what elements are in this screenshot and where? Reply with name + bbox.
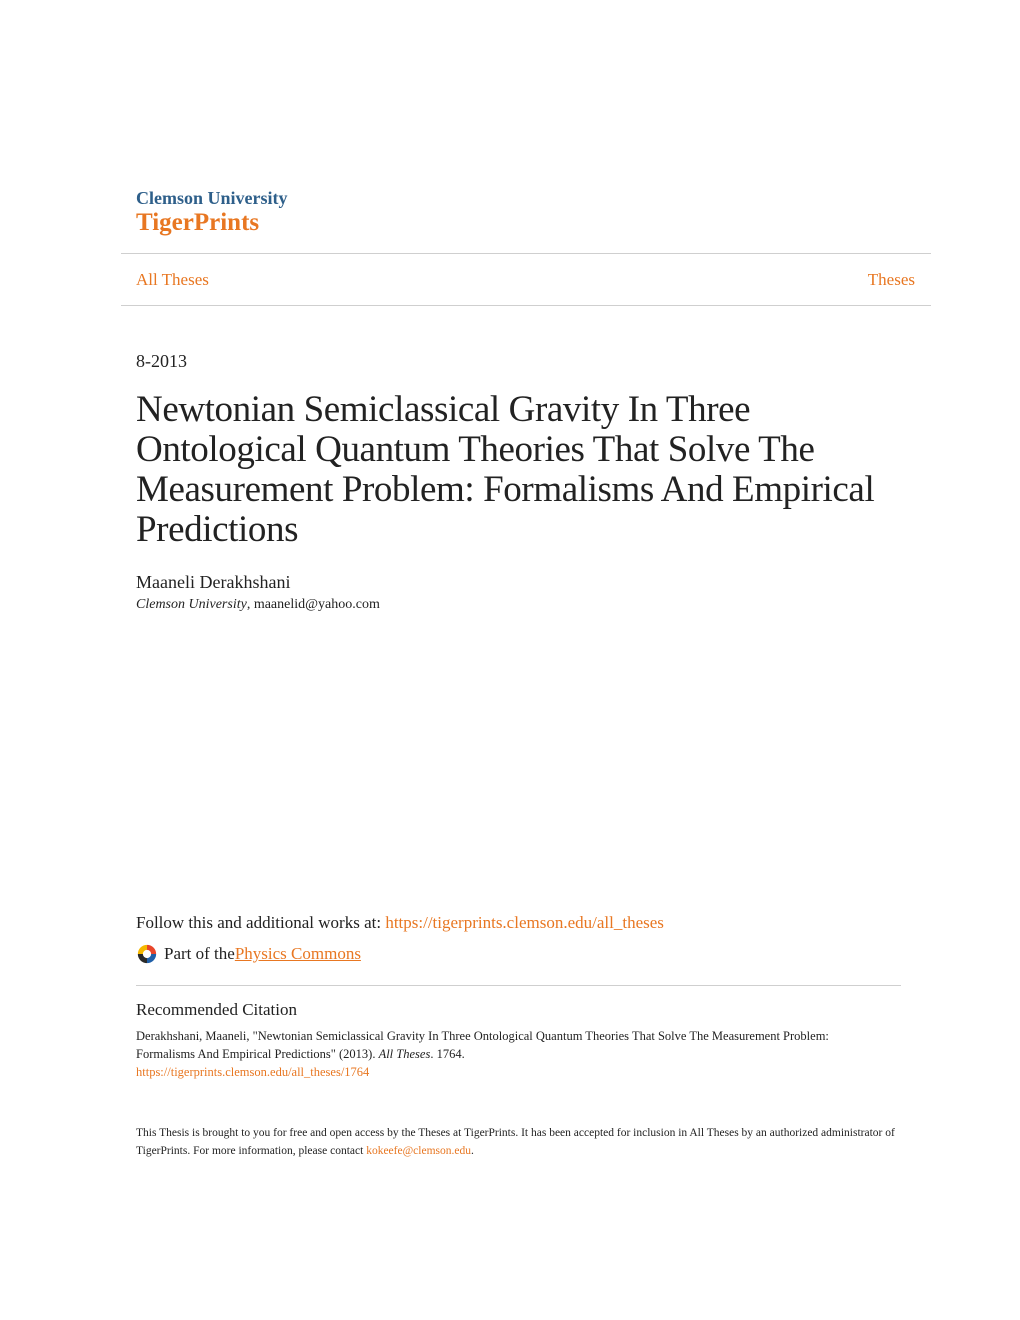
author-name: Maaneli Derakhshani: [136, 572, 291, 592]
affiliation-name: Clemson University: [136, 597, 247, 612]
paper-title: Newtonian Semiclassical Gravity In Three Ontological Quantum Theories That Solve The Measurement Problem: Formalisms And Empirical Predictions: [136, 389, 875, 550]
university-name: Clemson University: [136, 188, 288, 208]
follow-url-link[interactable]: https://tigerprints.clemson.edu/all_theses: [385, 913, 664, 932]
publication-date: 8-2013: [136, 351, 187, 371]
all-theses-link[interactable]: All Theses: [136, 270, 209, 289]
nav-divider: [121, 305, 931, 306]
citation-series: All Theses: [378, 1047, 431, 1061]
part-of-label: Part of the: [164, 944, 235, 963]
top-divider: [121, 253, 931, 254]
commons-network-icon: [136, 943, 158, 965]
theses-link[interactable]: Theses: [867, 270, 915, 289]
citation-number: . 1764.: [430, 1047, 465, 1061]
author-email: maanelid@yahoo.com: [253, 597, 380, 612]
follow-line: [136, 913, 664, 933]
repository-logo-link[interactable]: TigerPrints: [136, 209, 260, 236]
citation-body: Derakhshani, Maaneli, "Newtonian Semiclassical Gravity In Three Ontological Quantum Theories That Solve The Measurement Problem: Formalisms And Empirical Predictions" (2013).: [136, 1029, 829, 1061]
citation-divider: [136, 985, 901, 986]
citation-heading: Recommended Citation: [136, 1000, 297, 1019]
notice-end: .: [470, 1145, 474, 1157]
notice-text: This Thesis is brought to you for free and open access by the Theses at TigerPrints. It has been accepted for inclusion in All Theses by an authorized administrator of TigerPrints. For more information, please contact: [136, 1127, 895, 1157]
part-of-line: [136, 943, 361, 965]
citation-text: [136, 1027, 876, 1081]
access-notice: [136, 1124, 896, 1160]
follow-label: Follow this and additional works at:: [136, 913, 386, 932]
citation-url-link[interactable]: https://tigerprints.clemson.edu/all_theses/1764: [136, 1065, 370, 1079]
physics-commons-link[interactable]: Physics Commons: [234, 944, 361, 963]
contact-email-link[interactable]: kokeefe@clemson.edu: [366, 1145, 471, 1157]
author-affiliation: Clemson University, maanelid@yahoo.com: [136, 597, 380, 612]
